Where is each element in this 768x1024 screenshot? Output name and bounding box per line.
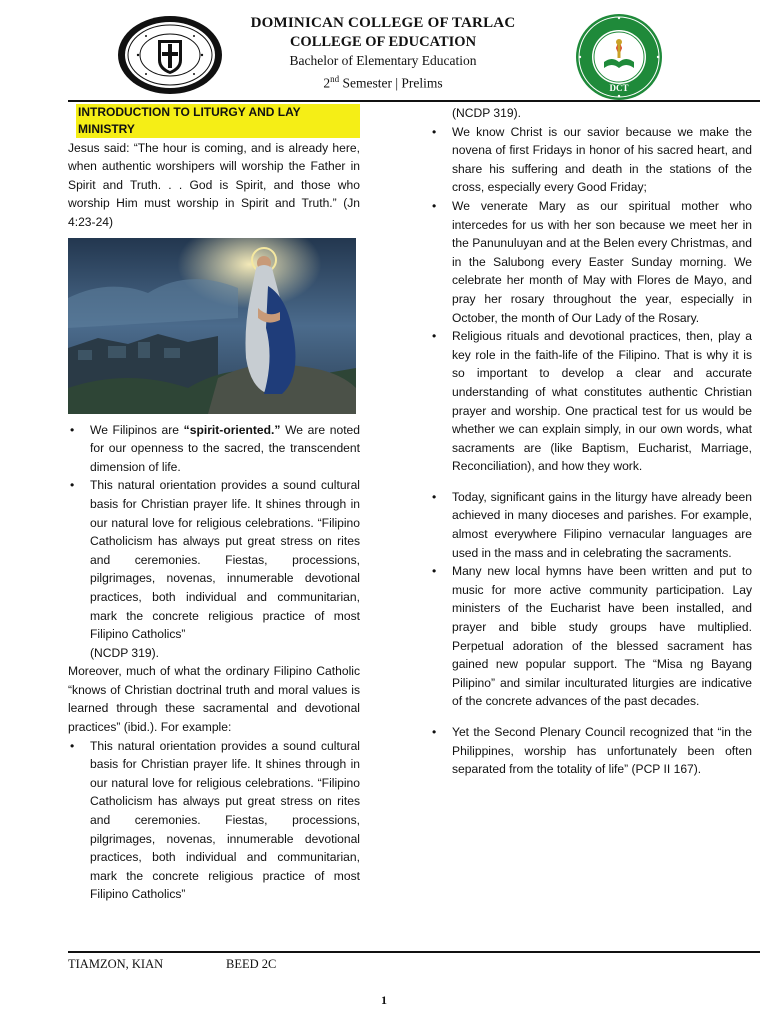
page-header: [0, 0, 768, 104]
christ-savior-text: We know Christ is our savior because we make the novena of first Fridays in honor of his sacred heart, and share his suffering and death in the stations of the cross, especially every Good Friday;: [452, 124, 752, 195]
seal-initials: DCT: [609, 83, 629, 93]
liturgy-gains-text: Today, significant gains in the liturgy have already been achieved in many dioceses and parishes. For example, almost everywhere Filipino vernacular languages are used in the mass and in celebrating the sacraments.: [452, 489, 752, 560]
list-item: [68, 737, 360, 904]
semester-text: Semester | Prelims: [339, 75, 443, 91]
spacer: [430, 711, 752, 723]
spirit-oriented-term: “spirit-oriented.”: [183, 422, 281, 437]
list-item: [68, 476, 360, 662]
mary-veneration-text: We venerate Mary as our spiritual mother who intercedes for us with her son because we meet her in the Panunuluyan and at the Belen every Christmas, and in the Salubong every Easter Sunday morning. We celebrate her month of May with Flores de Mayo, and pray her rosary throughout the year, especially in October, the month of Our Lady of the Rosary.: [452, 198, 752, 325]
left-column: [68, 104, 360, 904]
bullet-symbol: •: [432, 489, 437, 504]
religious-rituals-text: Religious rituals and devotional practices, then, play a key role in the faith-life of the Filipino. That is why it is so important to develop a clear and accurate understanding of what constitutes authentic Christian prayer and worship. One practical test for us would be whether we can explain simply, in our own words, what sacraments are (like Baptism, Eucharist, Marriage, Reconciliation), and how they work.: [452, 329, 752, 474]
list-item: [430, 197, 752, 327]
header-rule: [68, 100, 760, 102]
bullet2-reference: (NCDP 319).: [90, 645, 160, 660]
bullet1-text-end: We are noted for our openness to the sacred, the transcendent dimension of life.: [90, 422, 361, 474]
page-footer: [68, 957, 277, 972]
semester-suffix: nd: [330, 74, 340, 84]
list-item: [430, 562, 752, 711]
dominican-college-seal-icon: [116, 14, 224, 96]
bullet-symbol: •: [70, 422, 75, 437]
local-hymns-text: Many new local hymns have been written and put to music for more active community participation. Lay ministers of the Eucharist have been installed, and prayer and bible study groups have multiplied. Perpetual adoration of the blessed sacrament has gained new popular support. The “Misa ng Bayang Pilipino” and similar inculturated liturgies are indicative of the concrete advances of the past decades.: [452, 564, 752, 709]
bullet-symbol: •: [432, 564, 437, 579]
list-item: [430, 723, 752, 779]
student-course: BEED 2C: [226, 957, 277, 971]
bullet3-text: This natural orientation provides a sound cultural basis for Christian prayer life. It shines through in our natural love for religious celebrations. “Filipino Catholicism has always put great stress on rites and ceremonies. Fiestas, processions, pilgrimages, novenas, innumerable devotional practices, both individual and communitarian, mark the concrete religious practice of most Filipino Catholics”: [90, 738, 360, 902]
list-item: [68, 421, 360, 477]
bullet-symbol: •: [432, 329, 437, 344]
bullet-list-2: [68, 737, 360, 904]
semester-number: 2: [323, 75, 331, 91]
bullet-list-5: [430, 723, 752, 779]
semester-label: [230, 70, 536, 93]
list-item: [430, 488, 752, 562]
moreover-paragraph: Moreover, much of what the ordinary Filipino Catholic “knows of Christian doctrinal truth and moral values is learned through these sacramental and devotional practices” (ibid.). For example:: [68, 664, 360, 735]
bullet-list-1: [68, 421, 360, 663]
bullet-symbol: •: [432, 198, 437, 213]
continued-reference: (NCDP 319).: [452, 106, 522, 120]
program-name: Bachelor of Elementary Education: [289, 53, 477, 68]
list-item: [430, 123, 752, 197]
bullet-symbol: •: [70, 478, 75, 493]
list-item: [430, 327, 752, 476]
footer-rule: [68, 951, 760, 953]
plenary-council-text: Yet the Second Plenary Council recognized that “in the Philippines, worship has unfortunately been often separated from the totality of life” (PCP II 167).: [452, 725, 752, 777]
college-of-education-seal-icon: [574, 12, 664, 102]
institution-heading: [230, 14, 536, 93]
student-name: TIAMZON, KIAN: [68, 957, 164, 971]
intro-paragraph: Jesus said: “The hour is coming, and is already here, when authentic worshipers will worship the Father in Spirit and Truth. . . God is Spirit, and those who worship Him must worship in Spirit and Truth.” (Jn 4:23-24): [68, 140, 360, 229]
bullet-symbol: •: [432, 725, 437, 739]
spacer: [430, 476, 752, 488]
right-column: [430, 104, 752, 779]
bullet1-text-start: We Filipinos are: [90, 422, 184, 437]
department-name: COLLEGE OF EDUCATION: [289, 34, 477, 50]
bullet-symbol: •: [432, 124, 437, 139]
bullet-list-4: [430, 488, 752, 711]
college-name: DOMINICAN COLLEGE OF TARLAC: [250, 15, 516, 31]
bullet-symbol: •: [70, 738, 75, 753]
page-number: 1: [381, 993, 387, 1007]
jesus-praying-image: [68, 238, 356, 414]
bullet2-text: This natural orientation provides a sound cultural basis for Christian prayer life. It shines through in our natural love for religious celebrations. “Filipino Catholicism has always put great stress on rites and ceremonies. Fiestas, processions, pilgrimages, novenas, innumerable devotional practices, both individual and communitarian, mark the concrete religious practice of most Filipino Catholics”: [90, 478, 360, 642]
section-title: INTRODUCTION TO LITURGY AND LAY MINISTRY: [76, 104, 360, 138]
bullet-list-3: [430, 123, 752, 476]
